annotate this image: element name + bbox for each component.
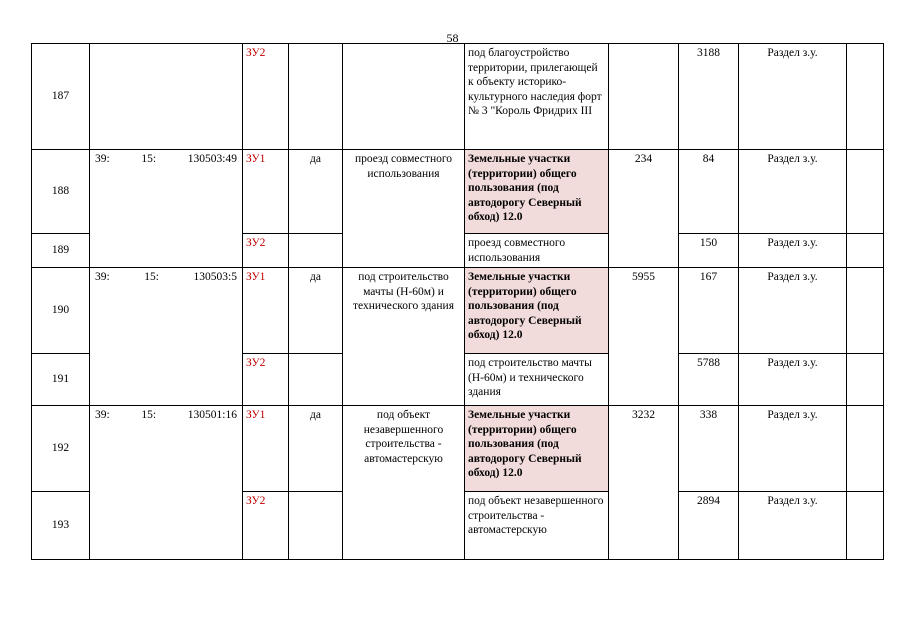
table-row [32,268,884,354]
row-number: 192 [32,406,90,492]
total-area-cell [609,44,679,150]
row-number: 191 [32,354,90,406]
empty-cell [847,492,884,560]
plot-code: ЗУ1 [243,268,289,354]
plot-code: ЗУ1 [243,406,289,492]
empty-cell [847,234,884,268]
current-use: под строительство мачты (Н-60м) и технического здания [343,268,465,406]
land-section-label: Раздел з.у. [739,234,847,268]
row-number: 188 [32,150,90,234]
cadastral-number: 39: 15: 130501:16 [90,406,243,560]
plot-area: 338 [679,406,739,492]
plot-code: ЗУ2 [243,44,289,150]
land-plots-table [31,43,884,560]
cadastral-number-cell [90,44,243,150]
row-number: 190 [32,268,90,354]
current-use: под объект незавершенного строительства - автомастерскую [343,406,465,560]
empty-cell [847,406,884,492]
purpose-cell: под объект незавершенного строительства - автомастерскую [465,492,609,560]
land-section-label: Раздел з.у. [739,406,847,492]
plot-area: 3188 [679,44,739,150]
purpose-cell: под благоустройство территории, прилегающей к объекту историко-культурного наследия форт № 3 "Король Фридрих III [465,44,609,150]
flag-cell [289,354,343,406]
plot-code: ЗУ2 [243,234,289,268]
plot-code: ЗУ1 [243,150,289,234]
total-area: 3232 [609,406,679,560]
land-section-label: Раздел з.у. [739,492,847,560]
current-use: проезд совместного использования [343,150,465,268]
purpose-highlighted: Земельные участки (территории) общего пользования (под автодорогу Северный обход) 12.0 [465,406,609,492]
current-use-cell [343,44,465,150]
plot-code: ЗУ2 [243,492,289,560]
flag-cell [289,492,343,560]
total-area: 5955 [609,268,679,406]
empty-cell [847,150,884,234]
row-number: 193 [32,492,90,560]
cadastral-number: 39: 15: 130503:5 [90,268,243,406]
empty-cell [847,268,884,354]
purpose-cell: под строительство мачты (Н-60м) и технического здания [465,354,609,406]
table-row [32,44,884,150]
land-section-label: Раздел з.у. [739,268,847,354]
empty-cell [847,44,884,150]
purpose-highlighted: Земельные участки (территории) общего пользования (под автодорогу Северный обход) 12.0 [465,150,609,234]
flag: да [289,406,343,492]
flag: да [289,268,343,354]
plot-area: 84 [679,150,739,234]
plot-area: 150 [679,234,739,268]
plot-area: 5788 [679,354,739,406]
land-section-label: Раздел з.у. [739,354,847,406]
purpose-cell: проезд совместного использования [465,234,609,268]
land-section-label: Раздел з.у. [739,44,847,150]
total-area: 234 [609,150,679,268]
table-row [32,406,884,492]
plot-code: ЗУ2 [243,354,289,406]
row-number: 189 [32,234,90,268]
land-section-label: Раздел з.у. [739,150,847,234]
empty-cell [847,354,884,406]
cadastral-number: 39: 15: 130503:49 [90,150,243,268]
plot-area: 167 [679,268,739,354]
flag: да [289,150,343,234]
flag-cell [289,234,343,268]
plot-area: 2894 [679,492,739,560]
row-number: 187 [32,44,90,150]
table-row [32,150,884,234]
purpose-highlighted: Земельные участки (территории) общего пользования (под автодорогу Северный обход) 12.0 [465,268,609,354]
page-number: 58 [446,31,459,45]
flag-cell [289,44,343,150]
